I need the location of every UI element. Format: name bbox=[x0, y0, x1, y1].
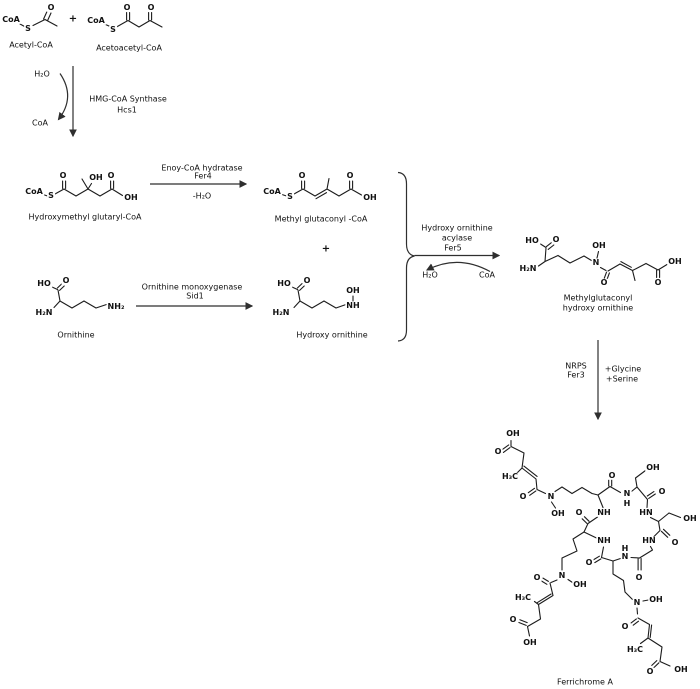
atom-label: O bbox=[346, 170, 354, 180]
atom-label: HO bbox=[525, 235, 539, 245]
atom-label: NH bbox=[597, 535, 611, 545]
atom-label: O bbox=[147, 2, 155, 12]
atom-label: OH bbox=[592, 240, 606, 250]
compound-label-methyl-glutaconyl-coa: Methyl glutaconyl -CoA bbox=[274, 214, 368, 224]
product-grouping-brace bbox=[398, 173, 415, 342]
gene-label-fer4: Fer4 bbox=[194, 171, 212, 181]
compound-label-hydroxy-ornithine: Hydroxy ornithine bbox=[296, 330, 368, 340]
cofactor-coa-out-2: CoA bbox=[479, 270, 495, 280]
atom-label: O bbox=[621, 621, 629, 631]
substrate-label-serine: +Serine bbox=[605, 374, 639, 384]
compound-label-acetyl-coa: Acetyl-CoA bbox=[9, 40, 53, 50]
atom-label: H₃C bbox=[514, 592, 532, 602]
atom-label: N bbox=[623, 488, 631, 498]
atom-label: HO bbox=[277, 278, 291, 288]
release-label-minus-h2o: -H₂O bbox=[192, 191, 212, 201]
atom-label: CoA bbox=[87, 15, 105, 25]
plus-sign-top: + bbox=[68, 13, 78, 25]
atom-label: OH bbox=[506, 428, 520, 438]
atom-label: H₂N bbox=[519, 263, 537, 273]
atom-label: O bbox=[646, 666, 654, 676]
atom-label: O bbox=[575, 507, 583, 517]
atom-label: HN bbox=[642, 535, 656, 545]
gene-label-fer5: Fer5 bbox=[444, 243, 462, 253]
cofactor-water-in-2: H₂O bbox=[422, 270, 438, 280]
atom-label: O bbox=[494, 446, 502, 456]
gene-label-hcs1: Hcs1 bbox=[117, 105, 137, 115]
atom-label: OH bbox=[683, 513, 697, 523]
compound-label-methylglutaconyl-hydroxy-ornithine-line1: Methylglutaconyl bbox=[563, 293, 633, 303]
compound-label-hydroxymethyl-glutaryl-coa: Hydroxymethyl glutaryl-CoA bbox=[28, 212, 142, 222]
atom-label: CoA bbox=[25, 186, 43, 196]
atom-label: CoA bbox=[263, 186, 281, 196]
atom-label: H₂N bbox=[272, 307, 290, 317]
gene-label-sid1: Sid1 bbox=[186, 291, 204, 301]
atom-label: O bbox=[107, 170, 115, 180]
atom-label: H₃C bbox=[626, 644, 644, 654]
atom-label: OH bbox=[89, 172, 103, 182]
enzyme-label-ornithine-monoxygenase: Ornithine monoxygenase bbox=[141, 282, 243, 292]
atom-label: S bbox=[287, 191, 293, 201]
atom-label: OH bbox=[124, 192, 138, 202]
atom-label: OH bbox=[346, 285, 360, 295]
atom-label: NH bbox=[597, 507, 611, 517]
atom-label: O bbox=[59, 170, 67, 180]
atom-label: O bbox=[600, 277, 608, 287]
atom-label: H bbox=[621, 543, 629, 553]
atom-label: NH bbox=[346, 300, 360, 310]
compound-label-ornithine: Ornithine bbox=[57, 330, 95, 340]
atom-label: O bbox=[608, 470, 616, 480]
atom-label: N bbox=[592, 257, 600, 267]
atom-label: OH bbox=[646, 462, 660, 472]
atom-label: OH bbox=[573, 579, 587, 589]
atom-label: O bbox=[635, 572, 643, 582]
plus-sign-middle: + bbox=[321, 243, 331, 255]
atom-label: N bbox=[621, 551, 629, 561]
atom-label: HO bbox=[37, 278, 51, 288]
atom-label: OH bbox=[668, 256, 682, 266]
reaction-arrows bbox=[59, 66, 599, 419]
atom-label: O bbox=[533, 572, 541, 582]
atom-label: CoA bbox=[2, 14, 20, 24]
atom-label: O bbox=[123, 2, 131, 12]
atom-label: OH bbox=[523, 637, 537, 647]
atom-label: O bbox=[552, 234, 560, 244]
enzyme-label-acylase-line2: acylase bbox=[441, 233, 473, 243]
enzyme-label-nrps: NRPS bbox=[565, 361, 587, 371]
atom-label: H bbox=[623, 498, 631, 508]
atom-label: O bbox=[654, 277, 662, 287]
enzyme-label-enoyl-coa-hydratase: Enoy-CoA hydratase bbox=[161, 163, 243, 173]
atom-label: O bbox=[509, 614, 517, 624]
atom-label: O bbox=[519, 491, 527, 501]
atom-label: S bbox=[25, 23, 31, 33]
atom-label: NH₂ bbox=[107, 301, 125, 311]
enzyme-label-acylase-line1: Hydroxy ornithine bbox=[421, 223, 493, 233]
compound-label-acetoacetyl-coa: Acetoacetyl-CoA bbox=[96, 43, 162, 53]
atom-label: N bbox=[558, 570, 566, 580]
compound-label-ferrichrome-a: Ferrichrome A bbox=[557, 677, 613, 687]
atom-label: O bbox=[298, 170, 306, 180]
atom-label: O bbox=[585, 557, 593, 567]
cofactor-coa-out-1: CoA bbox=[32, 118, 48, 128]
atom-label: HN bbox=[639, 507, 653, 517]
single-bonds bbox=[20, 20, 681, 667]
substrate-label-glycine: +Glycine bbox=[604, 364, 642, 374]
atom-label: O bbox=[62, 275, 70, 285]
atom-label: OH bbox=[363, 192, 377, 202]
cofactor-water-in-1: H₂O bbox=[34, 69, 50, 79]
atom-label: O bbox=[303, 275, 311, 285]
atom-label: H₂N bbox=[35, 307, 53, 317]
atom-label: S bbox=[110, 24, 116, 34]
atom-label: O bbox=[658, 486, 666, 496]
atom-label: O bbox=[47, 2, 55, 12]
atom-label: OH bbox=[551, 508, 565, 518]
atom-label: O bbox=[671, 537, 679, 547]
atom-label: S bbox=[48, 190, 54, 200]
atom-label: N bbox=[633, 597, 641, 607]
gene-label-fer3: Fer3 bbox=[567, 370, 585, 380]
atom-label: N bbox=[547, 491, 555, 501]
enzyme-label-hmg-coa-synthase: HMG-CoA Synthase bbox=[89, 94, 167, 104]
atom-label: OH bbox=[674, 664, 688, 674]
cofactor-arc-1 bbox=[59, 74, 68, 120]
atom-label: OH bbox=[649, 594, 663, 604]
compound-label-methylglutaconyl-hydroxy-ornithine-line2: hydroxy ornithine bbox=[562, 303, 634, 313]
atom-label: H₃C bbox=[501, 471, 519, 481]
